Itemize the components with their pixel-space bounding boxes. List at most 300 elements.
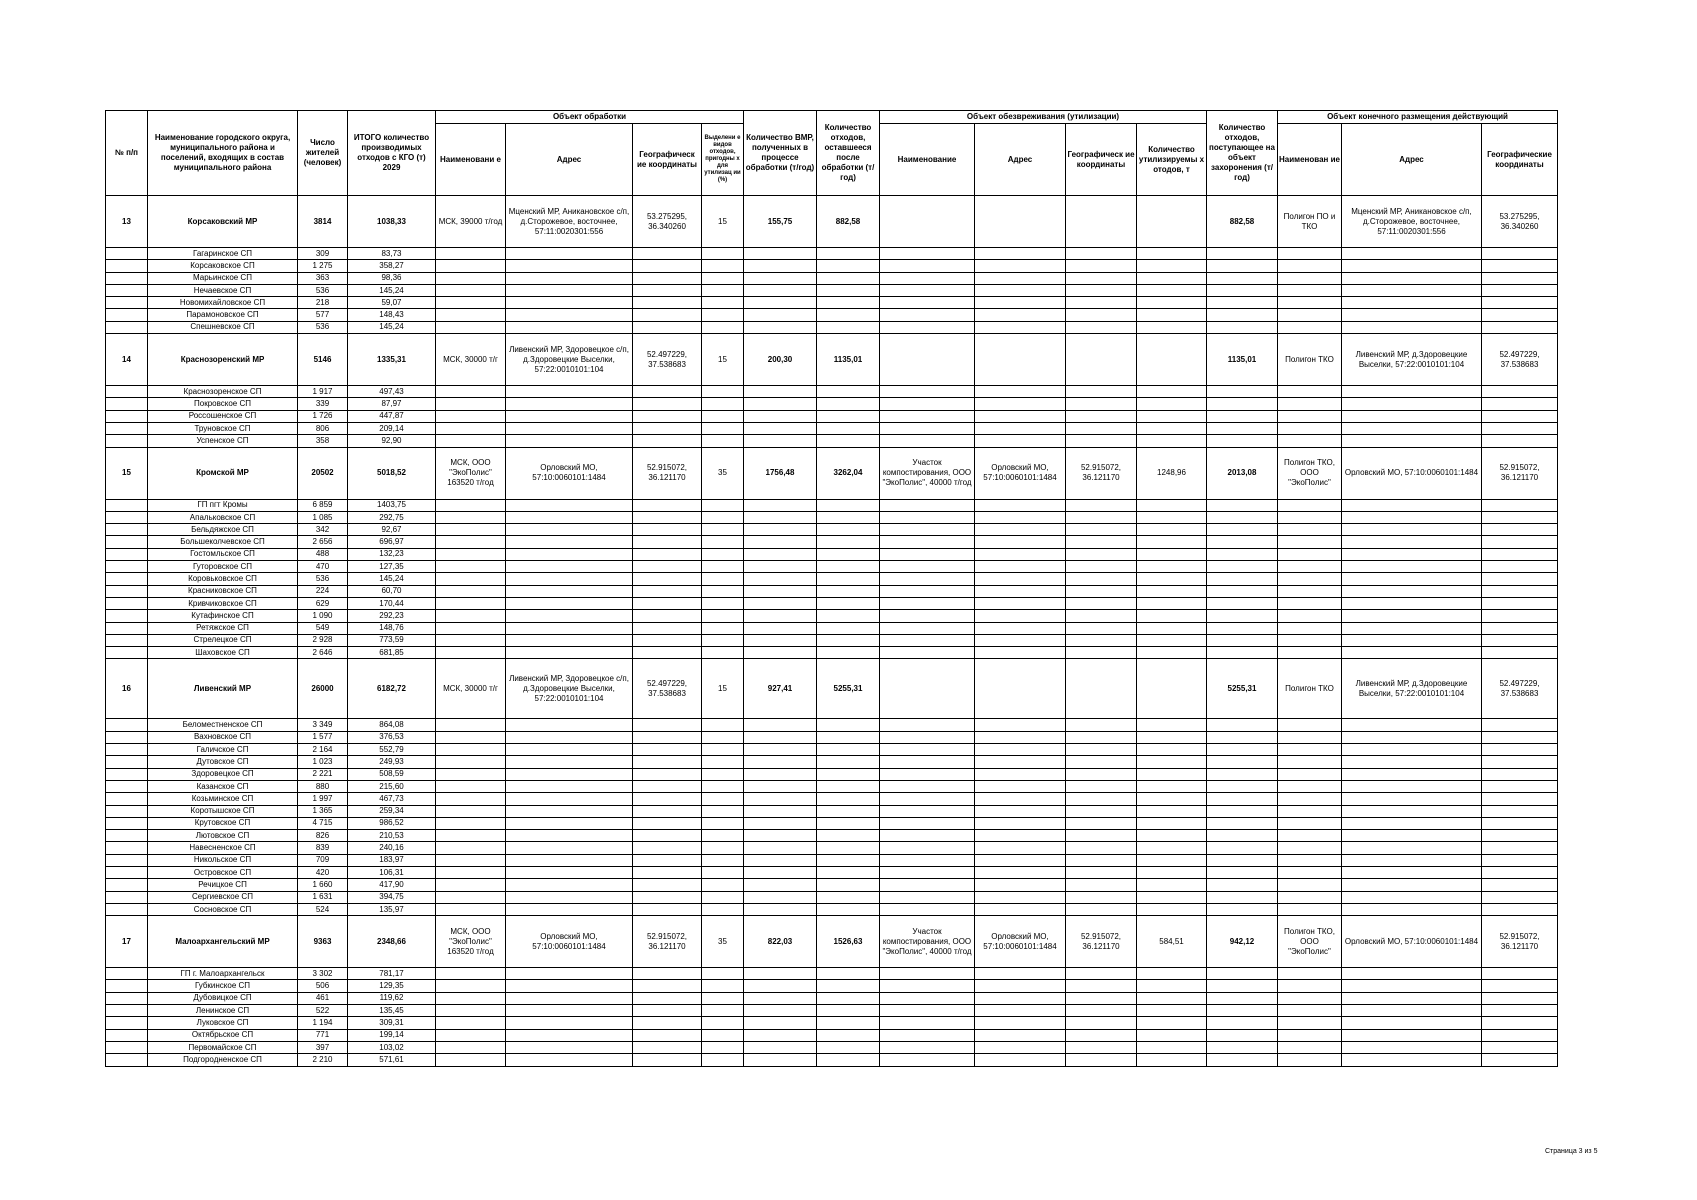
district-name: Кромской МР <box>148 447 298 499</box>
empty-cell <box>702 622 744 634</box>
settlement-name: Губкинское СП <box>148 980 298 992</box>
empty-cell <box>744 1054 817 1066</box>
empty-cell <box>1278 805 1342 817</box>
empty-cell <box>975 309 1066 321</box>
empty-cell <box>975 1054 1066 1066</box>
empty-cell <box>1482 524 1558 536</box>
empty-cell <box>817 1054 880 1066</box>
empty-cell <box>1482 854 1558 866</box>
processing-address: Ливенский МР, Здоровецкое с/п, д.Здоровецкие Выселки, 57:22:0010101:104 <box>506 334 633 386</box>
settlement-row <box>106 731 1558 743</box>
settlement-population: 224 <box>298 585 348 597</box>
empty-cell <box>880 647 975 659</box>
empty-cell <box>1137 248 1207 260</box>
settlement-population: 709 <box>298 854 348 866</box>
empty-cell <box>106 610 148 622</box>
settlement-row <box>106 548 1558 560</box>
empty-cell <box>1137 891 1207 903</box>
empty-cell <box>506 830 633 842</box>
empty-cell <box>1342 610 1482 622</box>
empty-cell <box>436 805 506 817</box>
empty-cell <box>1137 321 1207 333</box>
empty-cell <box>744 744 817 756</box>
settlement-population: 577 <box>298 309 348 321</box>
empty-cell <box>1066 866 1137 878</box>
empty-cell <box>975 622 1066 634</box>
settlement-population: 522 <box>298 1005 348 1017</box>
final-site-coordinates: 53.275295, 36.340260 <box>1482 196 1558 248</box>
disposal-quantity: 942,12 <box>1207 916 1278 968</box>
empty-cell <box>1066 805 1137 817</box>
empty-cell <box>1342 634 1482 646</box>
settlement-kgo: 103,02 <box>348 1041 436 1053</box>
empty-cell <box>1066 793 1137 805</box>
vmr-quantity: 1756,48 <box>744 447 817 499</box>
settlement-population: 339 <box>298 398 348 410</box>
empty-cell <box>744 1017 817 1029</box>
district-num: 17 <box>106 916 148 968</box>
settlement-kgo: 986,52 <box>348 817 436 829</box>
empty-cell <box>1482 548 1558 560</box>
settlement-kgo: 552,79 <box>348 744 436 756</box>
empty-cell <box>633 422 702 434</box>
empty-cell <box>817 284 880 296</box>
col-name-header: Наименование городского округа, муниципального района и поселений, входящих в состав муниципального района <box>148 111 298 196</box>
settlement-population: 2 646 <box>298 647 348 659</box>
settlement-population: 1 577 <box>298 731 348 743</box>
empty-cell <box>1342 272 1482 284</box>
empty-cell <box>1207 272 1278 284</box>
empty-cell <box>702 992 744 1004</box>
empty-cell <box>1207 410 1278 422</box>
empty-cell <box>106 1029 148 1041</box>
empty-cell <box>106 1005 148 1017</box>
empty-cell <box>1066 647 1137 659</box>
empty-cell <box>106 511 148 523</box>
settlement-row <box>106 980 1558 992</box>
empty-cell <box>1278 903 1342 915</box>
empty-cell <box>702 647 744 659</box>
empty-cell <box>633 435 702 447</box>
final-group-header: Объект конечного размещения действующий <box>1278 111 1558 124</box>
empty-cell <box>436 866 506 878</box>
settlement-name: Гуторовское СП <box>148 561 298 573</box>
empty-cell <box>1482 719 1558 731</box>
settlement-kgo: 170,44 <box>348 597 436 609</box>
empty-cell <box>633 805 702 817</box>
empty-cell <box>106 842 148 854</box>
settlement-row <box>106 499 1558 511</box>
empty-cell <box>1137 398 1207 410</box>
empty-cell <box>436 410 506 422</box>
settlement-population: 2 221 <box>298 768 348 780</box>
empty-cell <box>436 573 506 585</box>
empty-cell <box>106 780 148 792</box>
empty-cell <box>1482 793 1558 805</box>
settlement-row <box>106 903 1558 915</box>
empty-cell <box>506 610 633 622</box>
settlement-population: 470 <box>298 561 348 573</box>
empty-cell <box>436 1054 506 1066</box>
empty-cell <box>1066 1005 1137 1017</box>
empty-cell <box>1482 561 1558 573</box>
processing-coordinates: 52.915072, 36.121170 <box>633 447 702 499</box>
empty-cell <box>1278 435 1342 447</box>
col-proc-name-header: Наименовани е <box>436 124 506 196</box>
settlement-row <box>106 830 1558 842</box>
empty-cell <box>106 435 148 447</box>
empty-cell <box>880 511 975 523</box>
empty-cell <box>1066 548 1137 560</box>
empty-cell <box>106 321 148 333</box>
settlement-kgo: 249,93 <box>348 756 436 768</box>
empty-cell <box>106 536 148 548</box>
empty-cell <box>1482 585 1558 597</box>
empty-cell <box>880 297 975 309</box>
empty-cell <box>1278 573 1342 585</box>
empty-cell <box>1066 992 1137 1004</box>
empty-cell <box>1207 585 1278 597</box>
empty-cell <box>702 386 744 398</box>
empty-cell <box>436 1029 506 1041</box>
empty-cell <box>744 793 817 805</box>
empty-cell <box>975 524 1066 536</box>
empty-cell <box>880 610 975 622</box>
utilization-quantity <box>1137 334 1207 386</box>
empty-cell <box>1342 524 1482 536</box>
settlement-population: 420 <box>298 866 348 878</box>
empty-cell <box>975 386 1066 398</box>
empty-cell <box>1482 968 1558 980</box>
empty-cell <box>975 992 1066 1004</box>
settlement-row <box>106 1017 1558 1029</box>
empty-cell <box>880 1041 975 1053</box>
utilization-address <box>975 196 1066 248</box>
empty-cell <box>1137 817 1207 829</box>
empty-cell <box>1137 499 1207 511</box>
utilization-address <box>975 659 1066 719</box>
settlement-population: 1 275 <box>298 260 348 272</box>
empty-cell <box>880 1017 975 1029</box>
empty-cell <box>880 842 975 854</box>
empty-cell <box>436 422 506 434</box>
empty-cell <box>975 272 1066 284</box>
empty-cell <box>1342 585 1482 597</box>
empty-cell <box>702 321 744 333</box>
settlement-name: Сосновское СП <box>148 903 298 915</box>
empty-cell <box>1342 386 1482 398</box>
empty-cell <box>1342 768 1482 780</box>
settlement-name: Галичское СП <box>148 744 298 756</box>
settlement-population: 629 <box>298 597 348 609</box>
empty-cell <box>880 793 975 805</box>
empty-cell <box>817 272 880 284</box>
empty-cell <box>817 879 880 891</box>
empty-cell <box>1137 768 1207 780</box>
empty-cell <box>975 284 1066 296</box>
empty-cell <box>436 499 506 511</box>
empty-cell <box>436 1041 506 1053</box>
settlement-name: Коротышское СП <box>148 805 298 817</box>
empty-cell <box>106 499 148 511</box>
empty-cell <box>106 1054 148 1066</box>
empty-cell <box>436 321 506 333</box>
empty-cell <box>1066 719 1137 731</box>
table-body <box>106 196 1558 1067</box>
empty-cell <box>1482 248 1558 260</box>
empty-cell <box>506 634 633 646</box>
empty-cell <box>1342 1054 1482 1066</box>
empty-cell <box>1137 561 1207 573</box>
empty-cell <box>817 435 880 447</box>
empty-cell <box>106 386 148 398</box>
settlement-row <box>106 879 1558 891</box>
empty-cell <box>702 398 744 410</box>
empty-cell <box>702 1017 744 1029</box>
empty-cell <box>506 980 633 992</box>
empty-cell <box>744 992 817 1004</box>
empty-cell <box>817 386 880 398</box>
empty-cell <box>506 780 633 792</box>
empty-cell <box>1342 744 1482 756</box>
empty-cell <box>880 879 975 891</box>
settlement-kgo: 60,70 <box>348 585 436 597</box>
empty-cell <box>106 422 148 434</box>
empty-cell <box>1342 1017 1482 1029</box>
empty-cell <box>975 634 1066 646</box>
empty-cell <box>975 398 1066 410</box>
settlement-kgo: 240,16 <box>348 842 436 854</box>
empty-cell <box>1207 744 1278 756</box>
empty-cell <box>1207 422 1278 434</box>
empty-cell <box>436 548 506 560</box>
empty-cell <box>1342 866 1482 878</box>
utilization-address <box>975 334 1066 386</box>
empty-cell <box>106 622 148 634</box>
empty-cell <box>1482 817 1558 829</box>
col-vmr-header: Количество ВМР, полученных в процессе обработки (т/год) <box>744 111 817 196</box>
empty-cell <box>1482 435 1558 447</box>
empty-cell <box>1278 1005 1342 1017</box>
empty-cell <box>744 511 817 523</box>
empty-cell <box>633 793 702 805</box>
empty-cell <box>106 793 148 805</box>
empty-cell <box>1342 309 1482 321</box>
settlement-name: Красниковское СП <box>148 585 298 597</box>
empty-cell <box>633 879 702 891</box>
settlement-row <box>106 297 1558 309</box>
empty-cell <box>1342 817 1482 829</box>
empty-cell <box>744 817 817 829</box>
processing-group-header: Объект обработки <box>436 111 744 124</box>
empty-cell <box>436 585 506 597</box>
empty-cell <box>817 968 880 980</box>
empty-cell <box>1278 1041 1342 1053</box>
empty-cell <box>1066 524 1137 536</box>
empty-cell <box>702 1041 744 1053</box>
empty-cell <box>1342 891 1482 903</box>
empty-cell <box>1278 854 1342 866</box>
settlement-kgo: 210,53 <box>348 830 436 842</box>
settlement-kgo: 145,24 <box>348 573 436 585</box>
district-num: 13 <box>106 196 148 248</box>
empty-cell <box>1482 1005 1558 1017</box>
empty-cell <box>975 805 1066 817</box>
settlement-kgo: 129,35 <box>348 980 436 992</box>
empty-cell <box>1207 386 1278 398</box>
empty-cell <box>506 622 633 634</box>
empty-cell <box>1207 597 1278 609</box>
settlement-name: Кутафинское СП <box>148 610 298 622</box>
empty-cell <box>744 622 817 634</box>
district-kgo: 5018,52 <box>348 447 436 499</box>
empty-cell <box>1066 903 1137 915</box>
empty-cell <box>1278 1017 1342 1029</box>
empty-cell <box>506 561 633 573</box>
empty-cell <box>1342 980 1482 992</box>
empty-cell <box>1137 284 1207 296</box>
disposal-quantity: 5255,31 <box>1207 659 1278 719</box>
empty-cell <box>817 309 880 321</box>
settlement-row <box>106 1041 1558 1053</box>
empty-cell <box>1342 321 1482 333</box>
settlement-row <box>106 866 1558 878</box>
settlement-population: 1 194 <box>298 1017 348 1029</box>
empty-cell <box>1137 435 1207 447</box>
utilization-address: Орловский МО, 57:10:0060101:1484 <box>975 447 1066 499</box>
empty-cell <box>744 903 817 915</box>
empty-cell <box>506 536 633 548</box>
empty-cell <box>436 879 506 891</box>
settlement-kgo: 681,85 <box>348 647 436 659</box>
empty-cell <box>633 980 702 992</box>
empty-cell <box>1482 499 1558 511</box>
empty-cell <box>1066 410 1137 422</box>
empty-cell <box>436 647 506 659</box>
empty-cell <box>106 297 148 309</box>
empty-cell <box>1278 768 1342 780</box>
empty-cell <box>880 248 975 260</box>
empty-cell <box>1137 830 1207 842</box>
empty-cell <box>506 284 633 296</box>
empty-cell <box>436 297 506 309</box>
empty-cell <box>1137 585 1207 597</box>
settlement-kgo: 864,08 <box>348 719 436 731</box>
empty-cell <box>1137 980 1207 992</box>
empty-cell <box>506 248 633 260</box>
empty-cell <box>436 756 506 768</box>
col-proc-addr-header: Адрес <box>506 124 633 196</box>
empty-cell <box>702 585 744 597</box>
empty-cell <box>633 1029 702 1041</box>
processing-name: МСК, ООО "ЭкоПолис" 163520 т/год <box>436 916 506 968</box>
empty-cell <box>1278 272 1342 284</box>
empty-cell <box>744 805 817 817</box>
settlement-name: Гагаринское СП <box>148 248 298 260</box>
empty-cell <box>702 854 744 866</box>
empty-cell <box>1137 410 1207 422</box>
empty-cell <box>880 903 975 915</box>
empty-cell <box>1137 634 1207 646</box>
empty-cell <box>1207 731 1278 743</box>
empty-cell <box>1207 793 1278 805</box>
empty-cell <box>633 597 702 609</box>
empty-cell <box>1482 597 1558 609</box>
utilization-name: Участок компостирования, ООО "ЭкоПолис", 40000 т/год <box>880 916 975 968</box>
col-proc-geo-header: Географическ ие координаты <box>633 124 702 196</box>
processing-coordinates: 52.497229, 37.538683 <box>633 334 702 386</box>
empty-cell <box>744 756 817 768</box>
empty-cell <box>1137 422 1207 434</box>
settlement-population: 4 715 <box>298 817 348 829</box>
district-row <box>106 916 1558 968</box>
empty-cell <box>1342 992 1482 1004</box>
empty-cell <box>1066 422 1137 434</box>
empty-cell <box>1207 561 1278 573</box>
empty-cell <box>1482 842 1558 854</box>
empty-cell <box>702 309 744 321</box>
empty-cell <box>702 548 744 560</box>
empty-cell <box>506 297 633 309</box>
settlement-kgo: 696,97 <box>348 536 436 548</box>
col-final-addr-header: Адрес <box>1342 124 1482 196</box>
empty-cell <box>1137 260 1207 272</box>
empty-cell <box>1482 756 1558 768</box>
empty-cell <box>744 422 817 434</box>
empty-cell <box>106 719 148 731</box>
empty-cell <box>975 1017 1066 1029</box>
empty-cell <box>880 536 975 548</box>
settlement-kgo: 183,97 <box>348 854 436 866</box>
empty-cell <box>744 585 817 597</box>
empty-cell <box>436 719 506 731</box>
empty-cell <box>436 272 506 284</box>
empty-cell <box>633 634 702 646</box>
empty-cell <box>436 980 506 992</box>
utilization-name <box>880 196 975 248</box>
settlement-population: 1 997 <box>298 793 348 805</box>
empty-cell <box>106 309 148 321</box>
empty-cell <box>633 903 702 915</box>
utilization-address: Орловский МО, 57:10:0060101:1484 <box>975 916 1066 968</box>
settlement-row <box>106 647 1558 659</box>
empty-cell <box>633 309 702 321</box>
empty-cell <box>817 891 880 903</box>
empty-cell <box>880 744 975 756</box>
empty-cell <box>744 284 817 296</box>
empty-cell <box>1278 499 1342 511</box>
empty-cell <box>1278 297 1342 309</box>
settlement-population: 506 <box>298 980 348 992</box>
utilization-quantity <box>1137 196 1207 248</box>
settlement-kgo: 292,23 <box>348 610 436 622</box>
empty-cell <box>975 511 1066 523</box>
empty-cell <box>436 634 506 646</box>
empty-cell <box>702 731 744 743</box>
empty-cell <box>1482 321 1558 333</box>
settlement-population: 461 <box>298 992 348 1004</box>
district-name: Ливенский МР <box>148 659 298 719</box>
final-site-name: Полигон ТКО <box>1278 334 1342 386</box>
empty-cell <box>1342 1041 1482 1053</box>
empty-cell <box>880 309 975 321</box>
empty-cell <box>702 756 744 768</box>
empty-cell <box>1066 731 1137 743</box>
empty-cell <box>106 561 148 573</box>
settlement-kgo: 259,34 <box>348 805 436 817</box>
empty-cell <box>744 499 817 511</box>
empty-cell <box>1137 511 1207 523</box>
